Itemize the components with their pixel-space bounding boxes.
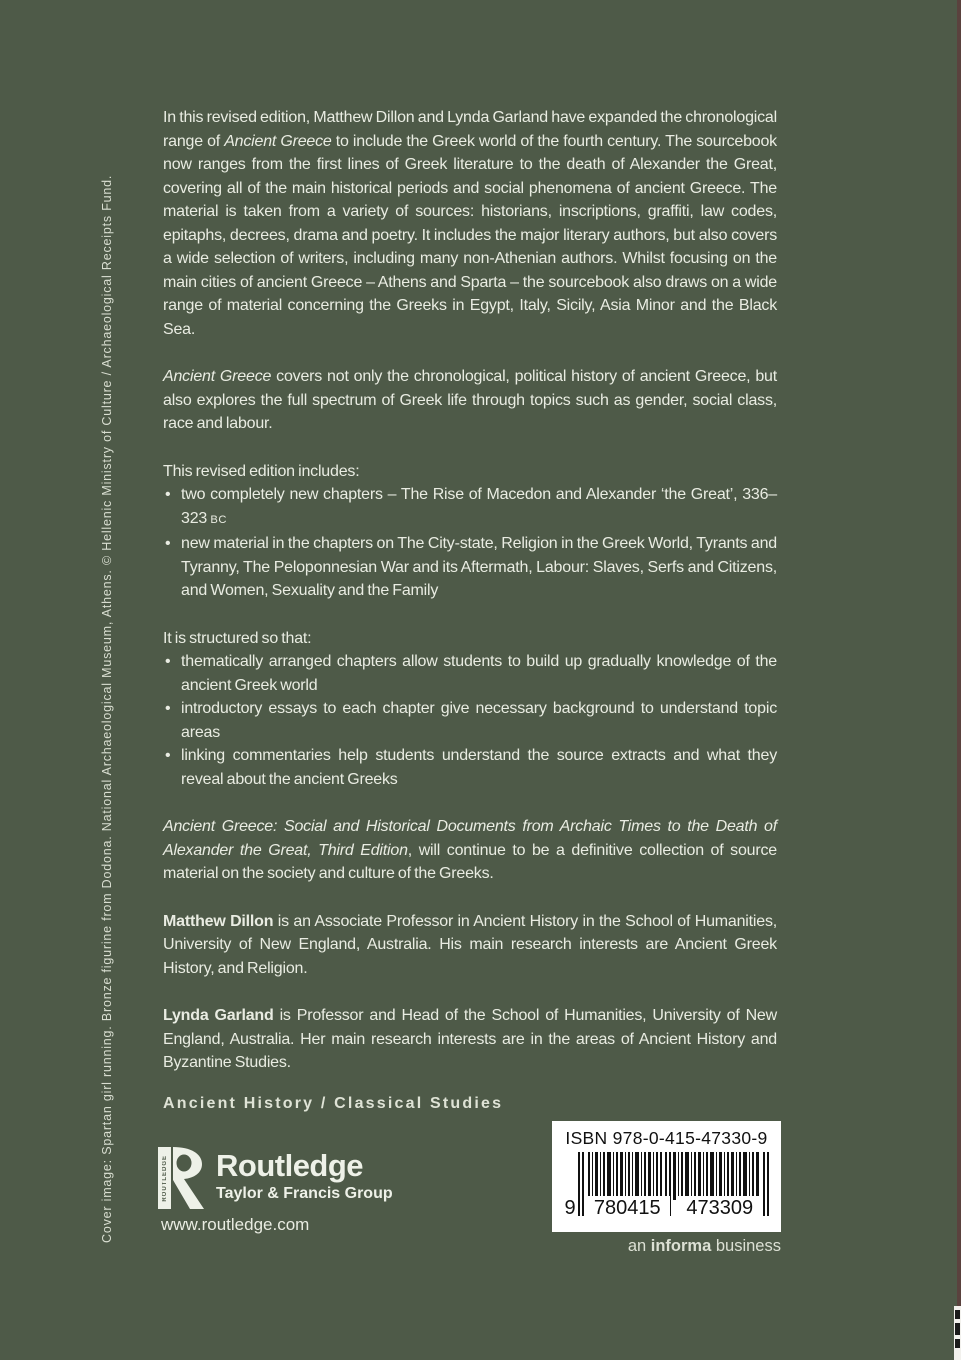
blurb-column [163,106,777,1099]
publisher-name: Routledge [216,1148,364,1183]
revised-edition-list [163,460,777,603]
bullet-marker: • [165,700,171,717]
routledge-logo-vertical-text: ROUTLEDGE [161,1154,168,1202]
routledge-logo-stem [158,1147,171,1209]
list-item [163,744,777,791]
barcode-digits [564,1196,770,1222]
blurb-paragraph-2: Ancient Greece covers not only the chronological, political history of ancient Greece, but also explores the full spectrum of Greek life through topics such as gender, social class, race and labour. [163,368,778,432]
informa-tagline: an informa business [627,1237,781,1255]
barcode-digit-group: 780415 [585,1196,671,1222]
list-item-text: two completely new chapters – The Rise of Macedon and Alexander ‘the Great’, 336–323 BC [181,486,777,527]
isbn-barcode-panel [552,1121,781,1232]
list-item [163,483,777,532]
publisher-group: Taylor & Francis Group [216,1184,393,1202]
publisher-logo-block [158,1146,393,1210]
publisher-wordmark [216,1146,393,1203]
list-item-text: linking commentaries help students understand the source extracts and what they reveal about the ancient Greeks [181,747,777,788]
routledge-r-shape-icon [171,1146,207,1210]
barcode-digit-group: 473309 [677,1196,763,1222]
bullet-marker: • [165,486,171,503]
adjacent-page-sliver [954,1306,961,1360]
bullet-marker: • [165,535,171,552]
structure-list [163,627,777,792]
list-item-text: thematically arranged chapters allow students to build up gradually knowledge of the ancient Greek world [181,653,777,694]
barcode-digit-lead: 9 [564,1196,578,1222]
list-intro: This revised edition includes: [163,462,360,480]
list-item [163,650,777,697]
subject-category: Ancient History / Classical Studies [163,1095,504,1112]
bullet-marker: • [165,653,171,670]
isbn-number: ISBN 978-0-415-47330-9 [565,1128,768,1148]
list-item [163,697,777,744]
routledge-logo-icon [158,1146,208,1210]
ean-barcode [564,1152,770,1226]
bullet-marker: • [165,747,171,764]
photo-edge-artifact [957,0,961,1360]
list-intro: It is structured so that: [163,629,312,647]
author-bio-garland: Lynda Garland is Professor and Head of the School of Humanities, University of New England, Australia. Her main research interests are in the areas of Ancient History and Byzantine Studies. [163,1007,777,1071]
blurb-paragraph-3: Ancient Greece: Social and Historical Documents from Archaic Times to the Death of Alexander the Great, Third Edition, will continue to be a definitive collection of source material on the society and culture of the Greeks. [163,818,777,882]
blurb-paragraph-1: In this revised edition, Matthew Dillon and Lynda Garland have expanded the chronological range of Ancient Greece to include the Greek world of the fourth century. The sourcebook now ranges from the first lines of Greek literature to the death of Alexander the Great, covering all of the main historical periods and social phenomena of ancient Greece. The material is taken from a variety of sources: historians, inscriptions, graffiti, law codes, epitaphs, decrees, drama and poetry. It includes the major literary authors, but also covers a wide selection of writers, including many non-Athenian authors. Whilst focusing on the main cities of ancient Greece – Athens and Sparta – the sourcebook also draws on a wide range of material concerning the Greeks in Egypt, Italy, Sicily, Asia Minor and the Black Sea. [163,109,777,338]
list-item-text: introductory essays to each chapter give necessary background to understand topic areas [181,700,777,741]
cover-image-credit: Cover image: Spartan girl running. Bronze figurine from Dodona. National Archaeological Museum, Athens. © Hellenic Ministry of Culture / Archaeological Receipts Fund. [100,174,114,1243]
publisher-website: www.routledge.com [161,1215,310,1234]
list-item-text: new material in the chapters on The City-state, Religion in the Greek World, Tyrants and Tyranny, The Peloponnesian War and its Aftermath, Labour: Slaves, Serfs and Citizens, and Women, Sexuality and the Family [181,535,777,599]
author-bio-dillon: Matthew Dillon is an Associate Professor in Ancient History in the School of Humanities, University of New England, Australia. His main research interests are Ancient Greek History, and Religion. [163,912,777,977]
list-item [163,532,777,603]
